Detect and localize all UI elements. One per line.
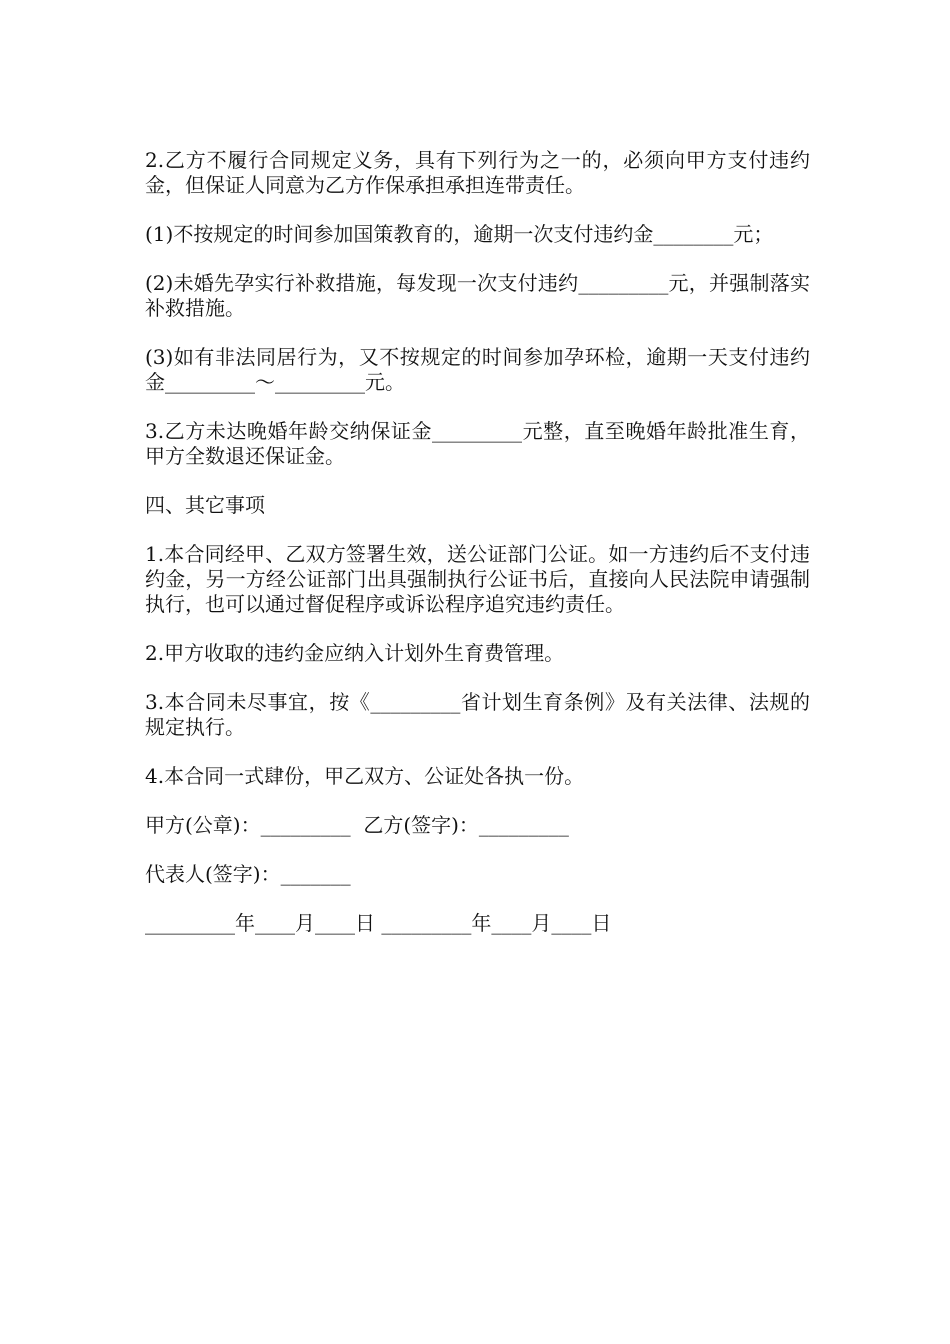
item-1-education-penalty: (1)不按规定的时间参加国策教育的，逾期一次支付违约金________元； <box>145 222 774 246</box>
other-clause-1-notarization: 1.本合同经甲、乙双方签署生效，送公证部门公证。如一方违约后不支付违约金，另一方经公证部门出具强制执行公证书后，直接向人民法院申请强制执行，也可以通过督促程序或诉讼程序追究违约责任。 <box>145 542 810 616</box>
item-2-remedial-measures: (2)未婚先孕实行补救措施，每发现一次支付违约_________元，并强制落实补救措施。 <box>145 271 810 320</box>
item-3-cohabitation-penalty: (3)如有非法同居行为，又不按规定的时间参加孕环检，逾期一天支付违约金_________～_________元。 <box>145 345 810 394</box>
other-clause-4-copies: 4.本合同一式肆份，甲乙双方、公证处各执一份。 <box>145 764 585 788</box>
signature-line-representative: 代表人(签字)：_______ <box>145 862 351 886</box>
document-page <box>145 148 810 960</box>
section-heading-other-matters: 四、其它事项 <box>145 493 265 517</box>
signature-line-parties: 甲方(公章)：_________ 乙方(签字)：_________ <box>145 813 569 837</box>
clause-2-breach-obligations: 2.乙方不履行合同规定义务，具有下列行为之一的，必须向甲方支付违约金，但保证人同意为乙方作保承担承担连带责任。 <box>145 148 810 197</box>
clause-3-deposit: 3.乙方未达晚婚年龄交纳保证金_________元整，直至晚婚年龄批准生育，甲方全数退还保证金。 <box>145 419 810 468</box>
date-line: _________年____月____日 _________年____月____日 <box>145 911 612 935</box>
other-clause-3-regulations: 3.本合同未尽事宜，按《_________省计划生育条例》及有关法律、法规的规定执行。 <box>145 690 810 739</box>
other-clause-2-penalty-management: 2.甲方收取的违约金应纳入计划外生育费管理。 <box>145 641 565 665</box>
